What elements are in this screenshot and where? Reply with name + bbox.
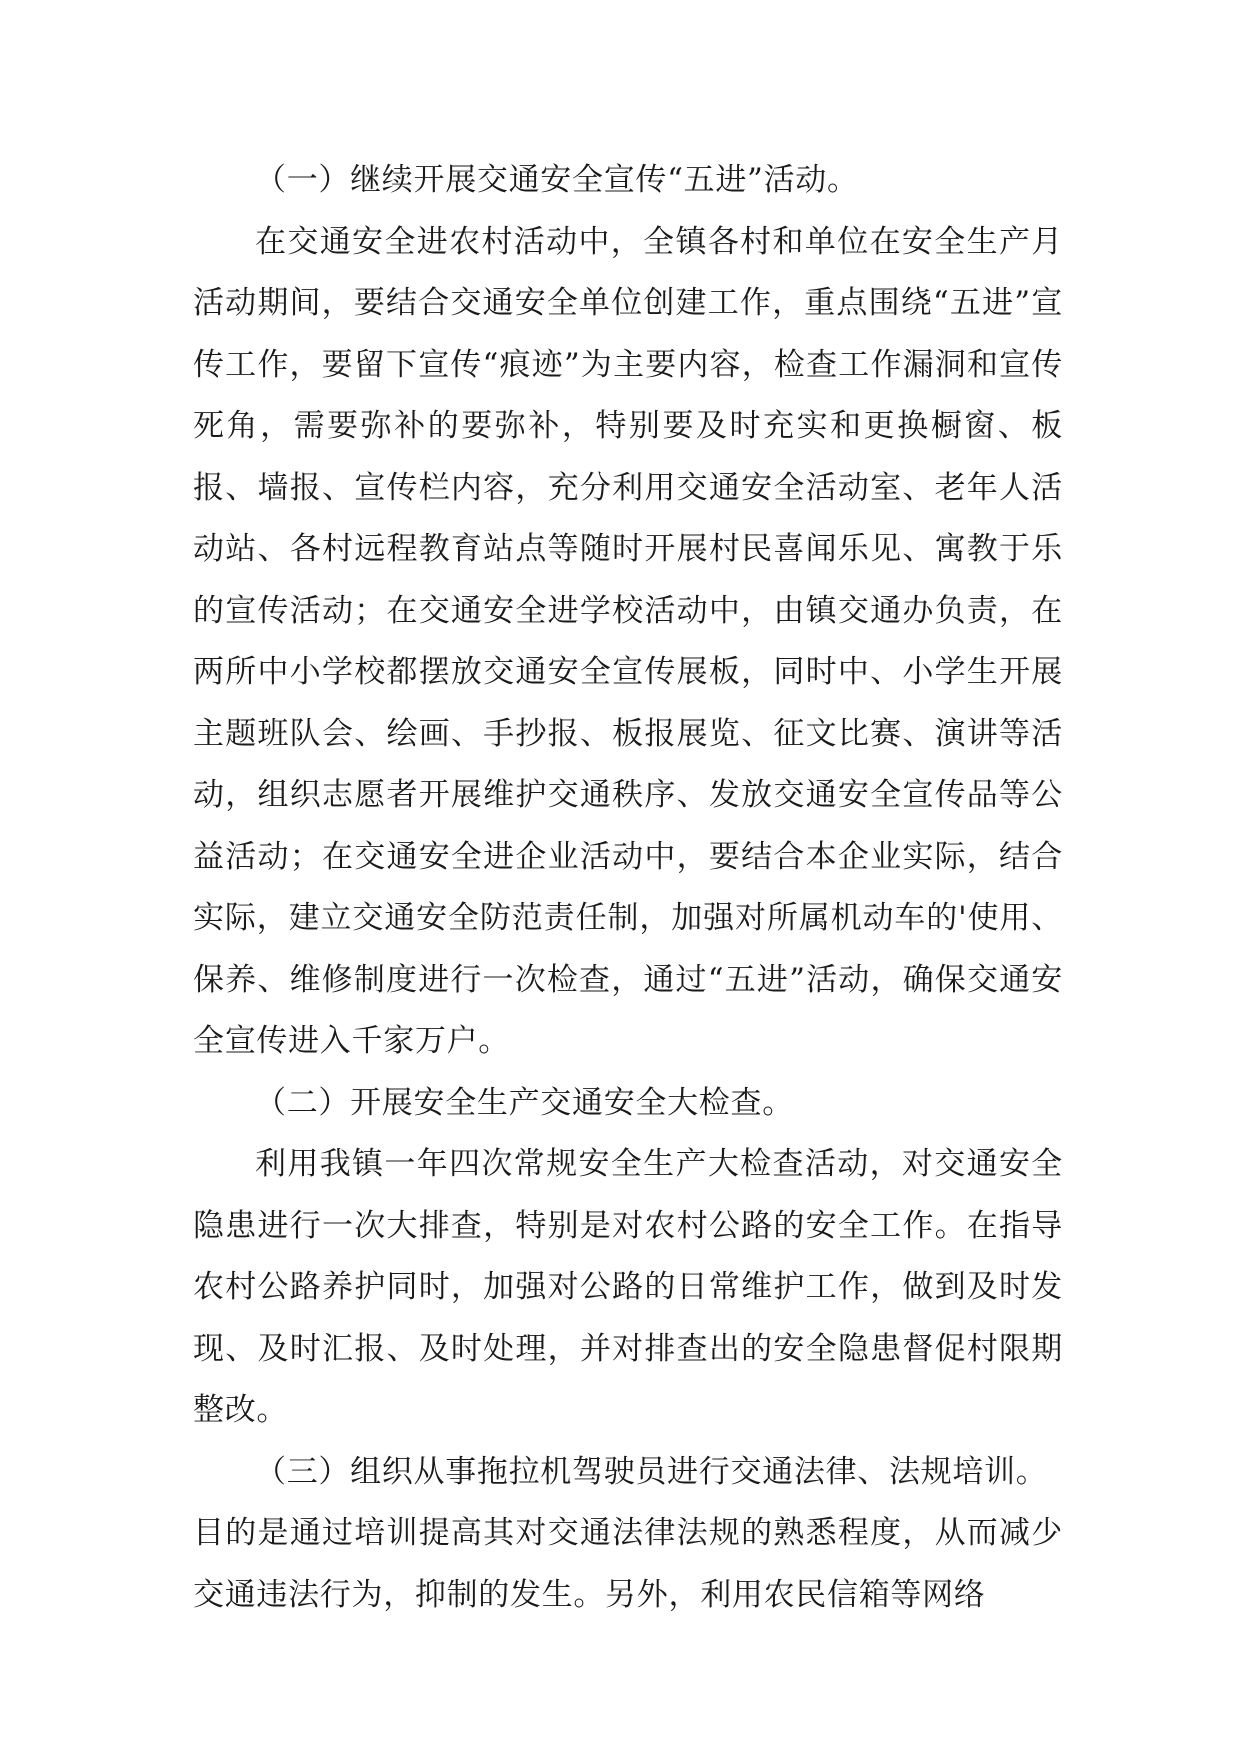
- section-paragraph-1: 在交通安全进农村活动中，全镇各村和单位在安全生产月活动期间，要结合交通安全单位创建工作，重点围绕“五进”宣传工作，要留下宣传“痕迹”为主要内容，检查工作漏洞和宣传死角，需要弥补的要弥补，特别要及时充实和更换橱窗、板报、墙报、宣传栏内容，充分利用交通安全活动室、老年人活动站、各村远程教育站点等随时开展村民喜闻乐见、寓教于乐的宣传活动；在交通安全进学校活动中，由镇交通办负责，在两所中小学校都摆放交通安全宣传展板，同时中、小学生开展主题班队会、绘画、手抄报、板报展览、征文比赛、演讲等活动，组织志愿者开展维护交通秩序、发放交通安全宣传品等公益活动；在交通安全进企业活动中，要结合本企业实际，结合实际，建立交通安全防范责任制，加强对所属机动车的'使用、保养、维修制度进行一次检查，通过“五进”活动，确保交通安全宣传进入千家万户。: [193, 223, 1063, 1059]
- document-body: [193, 150, 1063, 1626]
- section-heading-2: （二）开展安全生产交通安全大检查。: [255, 1084, 794, 1121]
- section-paragraph-3: 目的是通过培训提高其对交通法律法规的熟悉程度，从而减少交通违法行为，抑制的发生。另外，利用农民信箱等网络: [193, 1515, 1063, 1613]
- section-paragraph-2: 利用我镇一年四次常规安全生产大检查活动，对交通安全隐患进行一次大排查，特别是对农村公路的安全工作。在指导农村公路养护同时，加强对公路的日常维护工作，做到及时发现、及时汇报、及时处理，并对排查出的安全隐患督促村限期整改。: [193, 1146, 1063, 1428]
- section-heading-3: （三）组织从事拖拉机驾驶员进行交通法律、法规培训。: [255, 1453, 1048, 1490]
- section-heading-1: （一）继续开展交通安全宣传“五进”活动。: [255, 162, 859, 198]
